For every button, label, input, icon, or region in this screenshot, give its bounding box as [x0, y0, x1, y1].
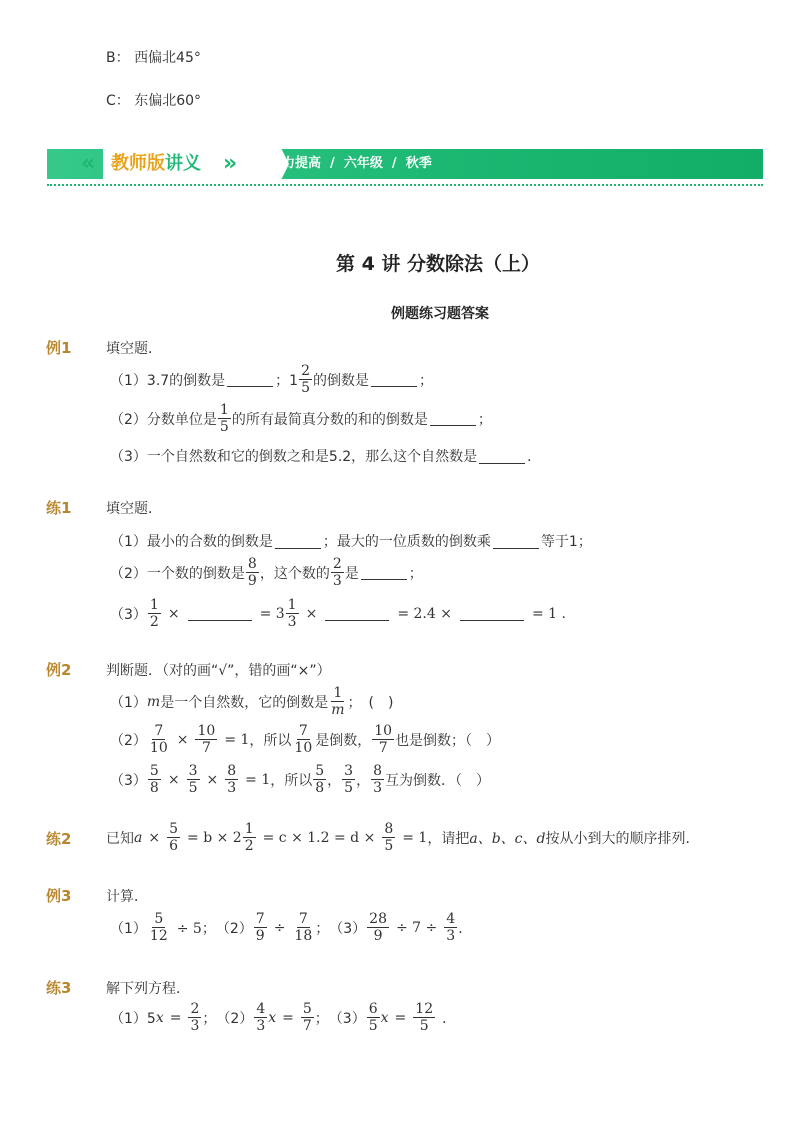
denominator: 3: [227, 780, 237, 796]
q-text: （3）一个自然数和它的倒数之和是5.2，那么这个自然数是: [110, 449, 478, 465]
numerator: 8: [384, 821, 394, 837]
denominator: 5: [368, 1018, 378, 1034]
practice-3-problems: [110, 1001, 456, 1034]
q-text: 按从小到大的顺序排列．: [545, 830, 700, 847]
q-text: ；: [202, 1010, 217, 1027]
math-var: x: [380, 1009, 389, 1026]
math-op: =: [394, 1009, 407, 1026]
fraction: [313, 763, 326, 796]
numerator: 4: [256, 1001, 266, 1017]
denominator: 5: [419, 1018, 429, 1034]
math-var: a、b、c、d: [469, 830, 546, 847]
q-text: （3）: [328, 1010, 366, 1027]
fraction: [187, 763, 200, 796]
fraction: [331, 556, 344, 589]
q-text: 互为倒数．（ ）: [385, 772, 491, 789]
answer-blank: [371, 372, 417, 387]
math-op: =: [282, 1009, 294, 1026]
answer-blank: [325, 606, 389, 621]
practice-3-stem: 解下列方程．: [106, 981, 190, 997]
denominator: 3: [446, 928, 456, 944]
q-text: ，这个数的: [259, 565, 330, 582]
math-op: = 1: [402, 829, 428, 846]
numerator: 5: [315, 763, 325, 779]
fraction: [367, 911, 389, 944]
page-title: 第 4 讲 分数除法（上）: [335, 253, 541, 275]
q-text: ；: [315, 920, 330, 937]
practice-3-tag: 练3: [46, 979, 72, 997]
practice-1-stem: 填空题．: [106, 501, 162, 517]
math-op: = 1: [224, 731, 250, 748]
math-op: ÷: [273, 919, 286, 936]
option-c-label: C：: [106, 93, 130, 109]
q-text: ，: [356, 772, 371, 789]
q-text: （2）: [215, 920, 253, 937]
math-op: ×: [305, 605, 318, 622]
q-text: 是: [344, 565, 359, 582]
practice-1-q1: [110, 531, 592, 551]
fraction: [246, 556, 259, 589]
q-text: （2）: [110, 732, 147, 749]
q-text: 的倒数是: [313, 372, 370, 389]
numerator: 7: [255, 911, 265, 927]
example-2-stem: 判断题．（对的画“√”，错的画“×”）: [106, 663, 331, 679]
example-1-q3: [110, 446, 541, 466]
answer-blank: [460, 606, 524, 621]
practice-2-tag: 练2: [46, 830, 72, 848]
denominator: 5: [219, 419, 229, 435]
answer-blank: [275, 534, 321, 549]
fraction: [342, 763, 355, 796]
practice-2-stem: 已知 a × $\frac{5}{6}$ = b × 2 $\frac{1}{2}$ = c × 1.2 = d × $\frac{8}{5}$ = 1 ，请把 a、b、c、d 按从小到大的顺序排列．: [106, 821, 700, 854]
fraction: [167, 821, 180, 854]
example-2-q1: [110, 685, 393, 718]
q-text: （2）: [216, 1010, 254, 1027]
option-b-text: 西偏北45°: [134, 50, 201, 66]
denominator: 5: [188, 780, 198, 796]
denominator: 9: [373, 928, 383, 944]
fraction: [148, 597, 161, 630]
q-text: ；: [477, 411, 492, 428]
numerator: 3: [188, 763, 198, 779]
example-2-q3: [110, 763, 490, 796]
fraction: [444, 911, 457, 944]
page-subtitle: 例题练习题答案: [391, 306, 489, 322]
math-op: = 2.4 ×: [397, 605, 452, 622]
banner-breadcrumb: 能力提高 / 六年级 / 秋季: [269, 156, 432, 171]
numerator: 10: [374, 723, 393, 739]
denominator: 10: [149, 740, 168, 756]
q-text: 已知: [106, 830, 134, 847]
fraction: [195, 723, 217, 756]
denominator: 5: [301, 380, 311, 396]
fraction: [367, 1001, 380, 1034]
denominator: 10: [294, 740, 313, 756]
q-text: ； ( ): [347, 694, 394, 711]
math-op: ×: [167, 771, 180, 788]
denominator: 18: [294, 928, 313, 944]
fraction: [148, 763, 161, 796]
numerator: 1: [333, 685, 343, 701]
q-text: ．: [458, 920, 473, 937]
denominator: 3: [190, 1018, 200, 1034]
fraction: [254, 1001, 267, 1034]
q-text: （3）: [110, 772, 147, 789]
q-text: 是一个自然数，它的倒数是: [160, 694, 329, 711]
numerator: 5: [154, 911, 164, 927]
denominator: 3: [332, 573, 342, 589]
fraction: [382, 821, 395, 854]
q-text: ，所以: [270, 772, 313, 789]
numerator: 1: [287, 597, 297, 613]
q-text: ，: [327, 772, 342, 789]
denominator: 7: [201, 740, 211, 756]
numerator: 12: [415, 1001, 434, 1017]
option-b-label: B：: [106, 50, 130, 66]
numerator: 1: [244, 821, 254, 837]
q-text: （3）: [329, 920, 367, 937]
practice-1-q3: [110, 597, 566, 630]
numerator: 1: [149, 597, 159, 613]
denominator: 5: [344, 780, 354, 796]
denominator: 3: [256, 1018, 266, 1034]
numerator: 7: [298, 723, 308, 739]
example-3-tag: 例3: [46, 887, 72, 905]
numerator: 6: [368, 1001, 378, 1017]
math-op: = 1 .: [531, 605, 566, 622]
denominator: 5: [384, 838, 394, 854]
numerator: 8: [247, 556, 257, 572]
numerator: 2: [301, 363, 311, 379]
denominator: 6: [169, 838, 179, 854]
q-text: （1）最小的合数的倒数是: [110, 534, 273, 550]
fraction: [301, 1001, 314, 1034]
denominator: 7: [302, 1018, 312, 1034]
fraction: [148, 911, 170, 944]
example-1-tag: 例1: [46, 339, 72, 357]
answer-blank: [361, 565, 407, 580]
numerator: 28: [369, 911, 387, 927]
fraction: [225, 763, 238, 796]
q-text: ，请把: [427, 830, 470, 847]
q-text: （1）3.7的倒数是: [110, 372, 226, 389]
q-text: ；: [314, 1010, 329, 1027]
numerator: 2: [190, 1001, 200, 1017]
q-text: （3）: [110, 606, 147, 623]
banner-title-part1: 教师版: [111, 153, 165, 174]
header-banner: [47, 149, 763, 179]
practice-1-q2: [110, 556, 423, 589]
numerator: 3: [344, 763, 354, 779]
fraction: [299, 363, 312, 396]
math-var: x: [155, 1009, 164, 1026]
practice-1-tag: 练1: [46, 499, 72, 517]
answer-blank: [227, 372, 273, 387]
q-text: ；最大的一位质数的倒数乘: [322, 534, 491, 550]
fraction: [218, 402, 231, 435]
numerator: 4: [446, 911, 456, 927]
q-text: ，所以: [249, 732, 292, 749]
fraction: [243, 821, 256, 854]
math-var: m: [146, 693, 161, 710]
fraction: [188, 1001, 201, 1034]
numerator: 2: [332, 556, 342, 572]
example-1-q1: [110, 363, 433, 396]
fraction: [254, 911, 267, 944]
answer-blank: [188, 606, 252, 621]
denominator: 3: [373, 780, 383, 796]
numerator: 8: [373, 763, 383, 779]
option-c: [106, 90, 201, 110]
answer-blank: [430, 411, 476, 426]
denominator: 12: [149, 928, 168, 944]
q-text: （2）分数单位是: [110, 411, 217, 428]
denominator: 2: [149, 614, 159, 630]
example-3-problems: [110, 911, 472, 944]
example-1-stem: 填空题．: [106, 341, 162, 357]
answer-blank: [493, 534, 539, 549]
q-text: ．: [527, 449, 542, 465]
example-3-stem: 计算．: [106, 889, 148, 905]
banner-title: [111, 153, 201, 175]
denominator: 9: [255, 928, 265, 944]
math-op: ÷ 5；: [176, 920, 216, 937]
fraction: [329, 685, 346, 718]
math-op: ÷ 7 ÷: [396, 919, 438, 936]
denominator: 7: [378, 740, 388, 756]
chevron-right-icon: »: [223, 151, 238, 176]
numerator: 7: [154, 723, 164, 739]
denominator: 2: [244, 838, 254, 854]
math-op: = 1: [245, 771, 271, 788]
fraction: [286, 597, 299, 630]
chevron-left-icon: «: [81, 151, 96, 176]
q-text: 也是倒数；（ ）: [395, 732, 501, 749]
math-op: = b × 2: [187, 829, 242, 846]
q-text: 的所有最简真分数的和的倒数是: [231, 411, 428, 428]
dotted-divider: [47, 184, 763, 186]
numerator: 5: [169, 821, 179, 837]
denominator: 8: [315, 780, 325, 796]
math-op: = c × 1.2 = d ×: [262, 829, 376, 846]
math-op: ×: [148, 829, 161, 846]
option-c-text: 东偏北60°: [134, 93, 202, 109]
answer-blank: [479, 449, 525, 464]
example-1-q2: [110, 402, 492, 435]
denominator: 9: [247, 573, 257, 589]
fraction: [148, 723, 170, 756]
fraction: [371, 763, 384, 796]
numerator: 8: [227, 763, 237, 779]
q-text: ．: [442, 1010, 457, 1027]
option-b: [106, 47, 201, 67]
q-text: （2）一个数的倒数是: [110, 565, 245, 582]
denominator: m: [331, 702, 345, 718]
numerator: 5: [149, 763, 159, 779]
q-text: （1）5: [110, 1010, 156, 1027]
numerator: 5: [302, 1001, 312, 1017]
q-text: （1）: [110, 694, 147, 711]
math-op: ×: [206, 771, 219, 788]
banner-title-part2: 讲义: [165, 153, 201, 174]
fraction: [292, 723, 314, 756]
q-text: 是倒数，: [315, 732, 372, 749]
math-var: x: [268, 1009, 277, 1026]
denominator: 3: [287, 614, 297, 630]
numerator: 7: [298, 911, 308, 927]
fraction: [413, 1001, 435, 1034]
q-text: （1）: [110, 920, 147, 937]
math-op: ×: [167, 605, 180, 622]
numerator: 10: [197, 723, 216, 739]
fraction: [372, 723, 394, 756]
q-text: 等于1；: [540, 534, 592, 550]
math-op: =: [169, 1009, 182, 1026]
denominator: 8: [149, 780, 159, 796]
example-2-q2: [110, 723, 500, 756]
math-op: ×: [176, 731, 189, 748]
q-text: ；: [419, 372, 434, 389]
q-text: ；1: [275, 372, 299, 389]
math-op: = 3: [259, 605, 285, 622]
q-text: ；: [408, 565, 423, 582]
numerator: 1: [219, 402, 229, 418]
fraction: [292, 911, 314, 944]
example-2-tag: 例2: [46, 661, 72, 679]
